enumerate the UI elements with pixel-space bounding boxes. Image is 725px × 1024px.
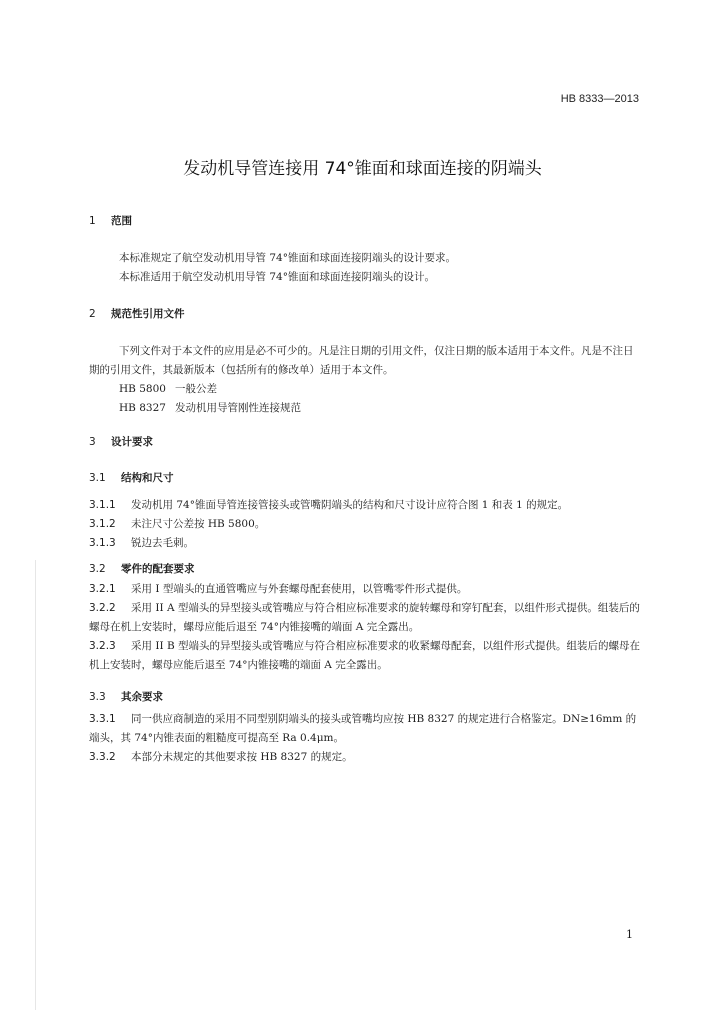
- subsection-number: 3.3: [89, 691, 106, 703]
- clause: [89, 637, 641, 675]
- reference-name: 发动机用导管刚性连接规范: [175, 402, 301, 414]
- standard-code: HB 8333—2013: [560, 93, 639, 105]
- reference-code: HB 5800: [119, 383, 166, 395]
- clause: [89, 515, 641, 534]
- clause: [89, 580, 641, 599]
- page-number: 1: [626, 928, 633, 941]
- subsection-title: 结构和尺寸: [121, 472, 174, 484]
- subsection-title: 其余要求: [121, 691, 163, 703]
- clause-text: 未注尺寸公差按 HB 5800。: [131, 518, 266, 530]
- paragraph: 下列文件对于本文件的应用是必不可少的。凡是注日期的引用文件，仅注日期的版本适用于本文件。凡是不注日期的引用文件，其最新版本（包括所有的修改单）适用于本文件。: [89, 345, 634, 376]
- clause-number: 3.2.1: [89, 583, 116, 595]
- clause-text: 锐边去毛刺。: [131, 537, 194, 549]
- clause: [89, 534, 641, 553]
- clause-text: 采用 II A 型端头的异型接头或管嘴应与符合相应标准要求的旋转螺母和穿钉配套，以组件形式提供。组装后的螺母在机上安装时，螺母应能后退至 74°内锥接嘴的端面 A 完全露出。: [89, 602, 640, 633]
- paragraph: 本标准适用于航空发动机用导管 74°锥面和球面连接阴端头的设计。: [119, 271, 435, 283]
- clause-number: 3.1.2: [89, 518, 116, 530]
- clause-number: 3.1.1: [89, 499, 116, 511]
- clause-text: 采用 I 型端头的直通管嘴应与外套螺母配套使用，以管嘴零件形式提供。: [131, 583, 468, 595]
- clause-text: 采用 II B 型端头的异型接头或管嘴应与符合相应标准要求的收紧螺母配套，以组件形式提供。组装后的螺母在机上安装时，螺母应能后退至 74°内锥接嘴的端面 A 完全露出。: [89, 640, 641, 671]
- section-2-heading: [89, 305, 641, 324]
- section-title: 范围: [111, 215, 132, 227]
- reference-code: HB 8327: [119, 402, 166, 414]
- clause: [89, 496, 641, 515]
- subsection-number: 3.1: [89, 472, 106, 484]
- reference-item: [89, 380, 641, 399]
- section-number: 2: [89, 308, 96, 320]
- subsection-number: 3.2: [89, 563, 106, 575]
- paragraph: 本标准规定了航空发动机用导管 74°锥面和球面连接阴端头的设计要求。: [119, 252, 456, 264]
- clause-number: 3.2.2: [89, 602, 116, 614]
- clause-number: 3.3.2: [89, 751, 116, 763]
- clause-number: 3.3.1: [89, 713, 116, 725]
- subsection-3-1-body: [89, 496, 641, 553]
- section-1-heading: [89, 212, 641, 231]
- clause-number: 3.2.3: [89, 640, 116, 652]
- subsection-3-3-heading: [89, 688, 641, 707]
- subsection-title: 零件的配套要求: [121, 563, 195, 575]
- subsection-3-3-body: [89, 710, 641, 767]
- section-1-body: [89, 249, 671, 287]
- section-3-heading: [89, 433, 641, 452]
- clause: [89, 710, 641, 748]
- clause: [89, 599, 641, 637]
- subsection-3-2-heading: [89, 560, 641, 579]
- document-title: 发动机导管连接用 74°锥面和球面连接的阴端头: [183, 159, 542, 179]
- clause-text: 本部分未规定的其他要求按 HB 8327 的规定。: [131, 751, 353, 763]
- section-number: 3: [89, 436, 96, 448]
- scan-edge-line: [35, 560, 36, 1010]
- subsection-3-2-body: [89, 580, 641, 675]
- clause-text: 发动机用 74°锥面导管连接管接头或管嘴阴端头的结构和尺寸设计应符合图 1 和表 1 的规定。: [131, 499, 569, 511]
- section-2-body: [89, 342, 641, 418]
- subsection-3-1-heading: [89, 469, 641, 488]
- section-number: 1: [89, 215, 96, 227]
- clause-number: 3.1.3: [89, 537, 116, 549]
- reference-item: [89, 399, 641, 418]
- reference-name: 一般公差: [175, 383, 217, 395]
- section-title: 规范性引用文件: [111, 308, 185, 320]
- clause: [89, 748, 641, 767]
- clause-text: 同一供应商制造的采用不同型别阴端头的接头或管嘴均应按 HB 8327 的规定进行合格鉴定。DN≥16mm 的端头，其 74°内锥表面的粗糙度可提高至 Ra 0.4μm。: [89, 713, 637, 744]
- section-title: 设计要求: [111, 436, 153, 448]
